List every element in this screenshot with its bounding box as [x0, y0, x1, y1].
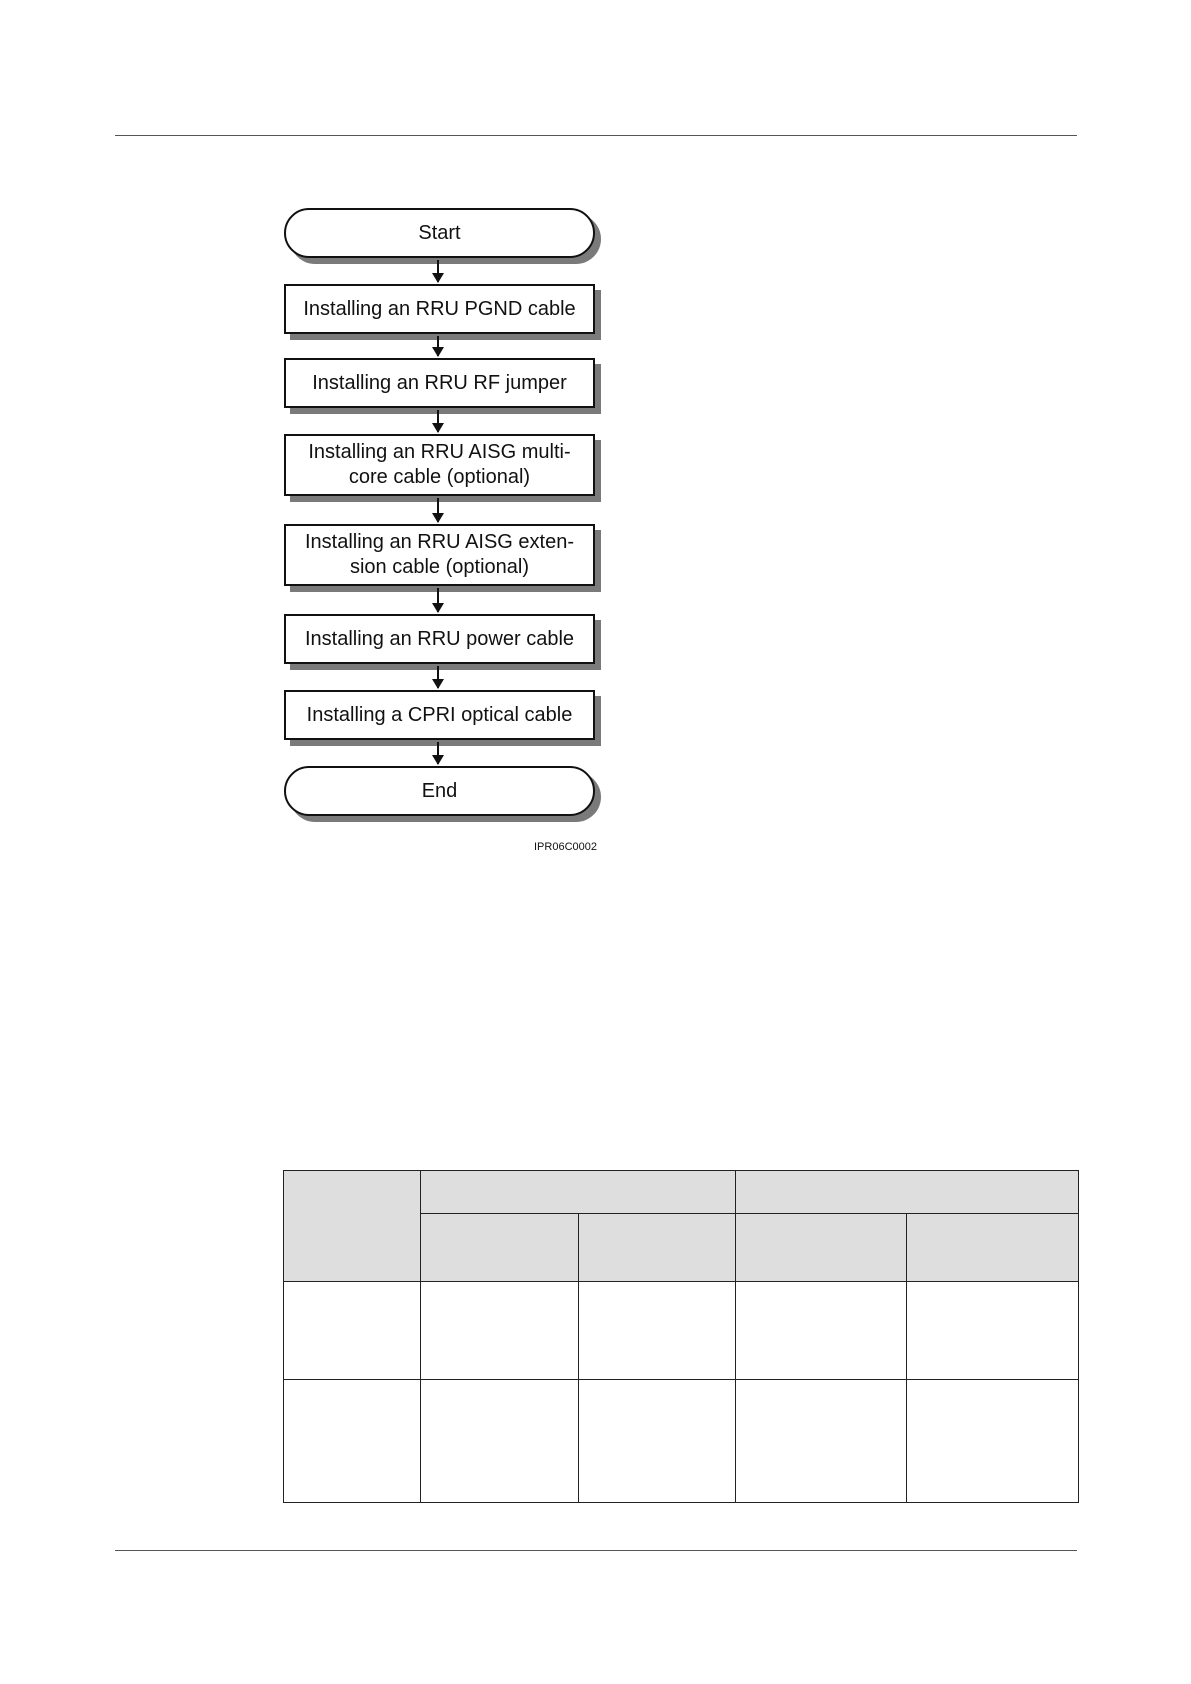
flow-node-pgnd-cable — [284, 284, 595, 334]
table-header-cell — [284, 1171, 421, 1282]
flow-node-power-cable — [284, 614, 595, 664]
flow-node-cpri-optical-cable — [284, 690, 595, 740]
flow-node-label: Installing an RRU AISG multi- core cable (optional) — [308, 441, 571, 488]
flow-node-label: Installing a CPRI optical cable — [306, 703, 573, 726]
table-cell — [579, 1380, 736, 1503]
flow-node-label: Installing an RRU PGND cable — [303, 297, 576, 320]
table-cell — [579, 1282, 736, 1380]
flow-arrow — [437, 742, 439, 764]
flow-node-rf-jumper — [284, 358, 595, 408]
flow-node-label: End — [421, 779, 458, 802]
flow-node-label: Installing an RRU AISG exten- sion cable (optional) — [304, 531, 574, 578]
flow-node-aisg-extension-cable — [284, 524, 595, 586]
table-cell — [736, 1282, 907, 1380]
table-header-cell — [736, 1214, 907, 1282]
table-row — [284, 1380, 1079, 1503]
table-row — [284, 1282, 1079, 1380]
table-header-cell — [421, 1171, 736, 1214]
specification-table — [283, 1170, 1079, 1503]
table-cell — [421, 1380, 579, 1503]
flow-arrow — [437, 666, 439, 688]
flow-node-label: Installing an RRU power cable — [304, 627, 575, 650]
table-header-cell — [579, 1214, 736, 1282]
table-cell — [736, 1380, 907, 1503]
footer-rule — [115, 1550, 1077, 1551]
table-cell — [284, 1380, 421, 1503]
header-rule — [115, 135, 1077, 136]
flow-arrow — [437, 588, 439, 612]
flow-node-end — [284, 766, 595, 816]
table-cell — [907, 1282, 1079, 1380]
flow-arrow — [437, 498, 439, 522]
table-cell — [907, 1380, 1079, 1503]
table-header-row — [284, 1171, 1079, 1214]
table-header-cell — [736, 1171, 1079, 1214]
figure-id: IPR06C0002 — [534, 841, 597, 853]
table-cell — [421, 1282, 579, 1380]
flow-node-start — [284, 208, 595, 258]
flow-node-aisg-multicore-cable — [284, 434, 595, 496]
flow-arrow — [437, 336, 439, 356]
flow-arrow — [437, 260, 439, 282]
table-cell — [284, 1282, 421, 1380]
table-header-cell — [421, 1214, 579, 1282]
table-header-cell — [907, 1214, 1079, 1282]
flow-arrow — [437, 410, 439, 432]
flow-node-label: Installing an RRU RF jumper — [312, 371, 567, 394]
flow-node-label: Start — [418, 221, 461, 244]
